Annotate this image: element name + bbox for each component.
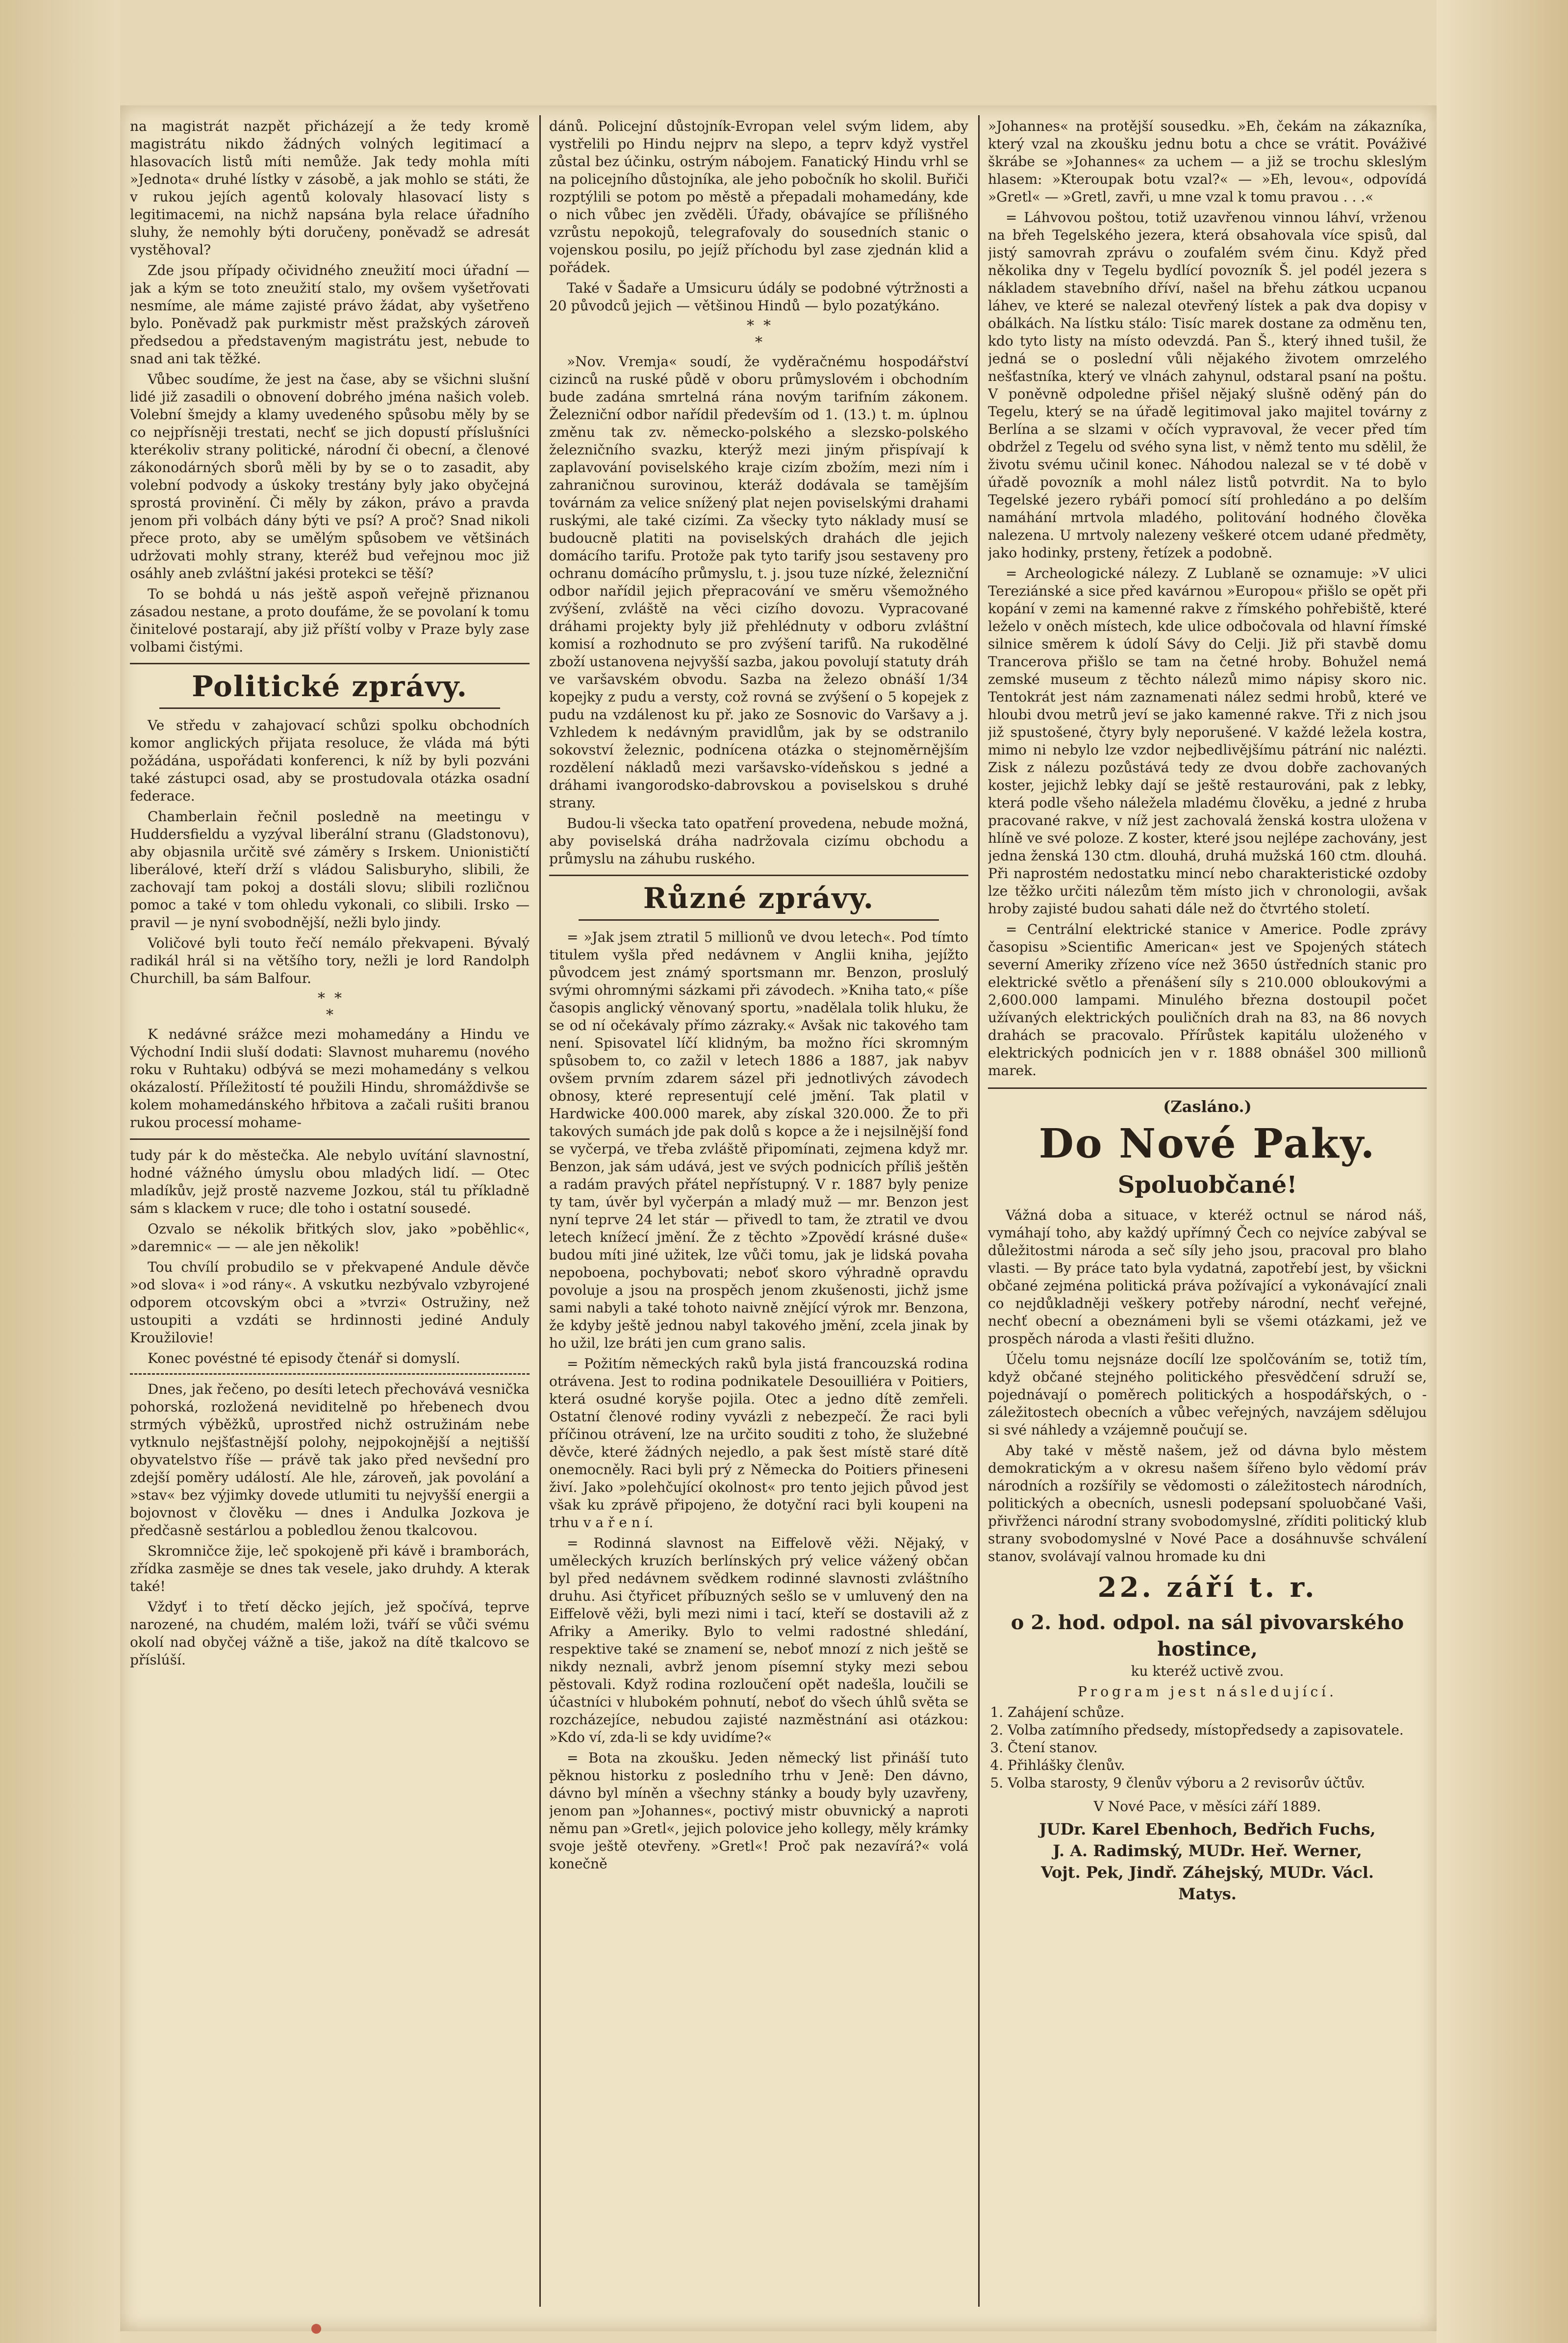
place-date: V Nové Pace, v měsíci září 1889. <box>1093 1798 1321 1814</box>
left-paragraph: na magistrát nazpět přicházejí a že tedy kromě magistrátu nikdo žádných volných legitimací a hlasovacích listů míti nemůže. Jak tedy mohla míti »Jednota« druhé lístky v zásobě, a jak mohlo se státi, že v rukou jejích agentů kolovaly hlasovací listy s legitimacemi, na nichž napsána byla relace úřadního sluhy, že nemohly býti doručeny, poněvadž se adresát vystěhoval? <box>130 118 530 258</box>
heading-underline <box>579 919 939 921</box>
right-paragraph: »Johannes« na protější sousedku. »Eh, čekám na zákazníka, který vzal na zkoušku jednu botu a chce se vrátit. Pováživé škrábe se »Johannes« za uchem — a již se trochu skleslým hlasem: »Kteroupak botu vzal?« — »Eh, levou«, odpovídá »Gretl« — »Gretl, zavři, u mne vzal k tomu pravou . . .« <box>988 118 1427 205</box>
section-divider <box>130 663 530 664</box>
middle-paragraph: »Nov. Vremja« soudí, že vyděračnému hospodářství cizinců na ruské půdě v oboru průmyslovém i obchodním bude zadána smrtelná rána novým tarifním zákonem. Železniční odbor nařídil především od 1. (13.) t. m. úplnou změnu tak zv. německo-polského a slezsko-polského železničního svazku, kterýž mezi jiným přispívají k zaplavování poviselského kraje cizím zbožím, mezi ním i zahraničnou surovinou, kteráž dodávala se tamějším továrnám za velice snížený plat nejen poviselskými drahami ruskými, ale také cizími. Za všecky tyto náklady musí se budoucně platiti na poviselských drahách dle jejich domácího tarifu. Protože pak tyto tarify jsou sestaveny pro ochranu domácího průmyslu, t. j. jsou tuze nízké, železniční odbor nařídil jejich přepracování ve směru všemožného zvýšení, zvláště na věci cizího dovozu. Vypracované dráhami projekty byly již přehlédnuty v odboru zvláštní komisí a rozhodnuto se pro zvýšení tarifů. Na rukodělné zboží ustanovena nejvyšší sazba, jakou povolují statuty dráh ve varšavském obvodu. Sazba na železo obnáší 1/34 kopejky z pudu a versty, což rovná se zvýšení o 5 kopejek z pudu na vzdálenost ku př. jako ze Sosnovic do Varšavy a j. Vzhledem k nedávným pravidlům, jak by se odstranilo sokovství železnic, podnícena otázka o stejnoměrnějším rozdělení nákladů mezi varšavsko-vídeňskou s jedné a dráhami ivangorodsko-dabrovskou a poviselskou s druhé strany. <box>549 353 968 811</box>
middle-paragraph: Budou-li všecka tato opatření provedena, nebude možná, aby poviselská dráha nadržovala cizímu obchodu a průmyslu na záhubu ruského. <box>549 815 968 867</box>
separator-asterisks: * * * <box>746 317 771 351</box>
news-paragraph: K nedávné srážce mezi mohamedány a Hindu ve Východní Indii sluší dodati: Slavnost muharemu (nového roku v Ruhtaku) odbývá se mezi mohamedány s velkou okázalostí. Příležitostí té použili Hindu, shromáždivše se kolem mohamedánského hřbitova a začali rušiti branou rukou processí mohame- <box>130 1026 530 1131</box>
signature-line: JUDr. Karel Ebenhoch, Bedřich Fuchs, <box>1039 1820 1376 1839</box>
news-paragraph: Ve středu v zahajovací schůzi spolku obchodních komor anglických přijata resoluce, že vláda má býti požádána, uspořádati konferenci, k níž by byli pozváni také zástupci osad, aby se prostudovala otázka osadní federace. <box>130 717 530 804</box>
section-divider <box>988 1087 1427 1089</box>
program-item: 1. Zahájení schůze. <box>1008 1704 1427 1721</box>
page-edge-left <box>0 0 120 2343</box>
announcement-paragraph: Aby také v městě našem, jež od dávna bylo městem demokratickým a v okresu našem šířeno bylo vědomí práv národních a rozšířily se vědomosti o záležitostech národních, politických a obecních, usnesli podepsaní spoluobčané Vaši, přivřženci národní strany svobodomyslné, zříditi politický klub strany svobodomyslné v Nové Pace a dosáhnuvše schválení stanov, svolávají valnou hromade ku dni <box>988 1442 1427 1564</box>
announcement-salutation: Spoluobčané! <box>1117 1171 1297 1199</box>
announcement-paragraph: Vážná doba a situace, v kteréž octnul se národ náš, vymáhají toho, aby každý upřímný Čech co nejvíce zabýval se důležitostmi národa a seč síly jeho jsou, pracoval pro blaho vlasti. — By práce tato byla vydatná, zapotřebí jest, by všickni občané zejména politická práva požívající a vykonávající znali co nejdůkladněji veškery potřeby národní, nechť veřejné, nechť obecní a obeznámeni byli se všemi otázkami, jež ve prospěch národa a vlasti řešiti dlužno. <box>988 1207 1427 1347</box>
newspaper-page <box>120 105 1437 2331</box>
submitted-label: (Zasláno.) <box>1163 1097 1252 1116</box>
page-edge-right <box>1437 0 1568 2343</box>
column-rule-left <box>539 115 541 2307</box>
left-paragraph: Vůbec soudíme, že jest na čase, aby se všichni slušní lidé již zasadili o obnovení dobrého jména našich voleb. Volební šmejdy a klamy uvedeného spůsobu měly by se co nejpřísněji trestati, nechť se jich dopustí příslušníci kterékoliv strany politické, národní či obecní, a členové zákonodárných sborů měli by by se o to zasadit, aby volební podvody a úskoky trestány byly jako obyčejná sprostá provinění. Či měly by zákon, právo a pravda jenom při volbách dány býti ve psí? A proč? Snad nikoli přece proto, aby se umělým spůsobem ve většinách udržovati mohly strany, kteréž bud veřejnou moc již osáhly aneb zvláštní jakési protekci se těší? <box>130 371 530 581</box>
meeting-date: 22. září t. r. <box>1097 1571 1317 1604</box>
signature-line: Matys. <box>1178 1885 1237 1903</box>
separator-asterisks: * * * <box>317 990 342 1024</box>
column-rule-right <box>978 115 980 2307</box>
story-paragraph: Dnes, jak řečeno, po desíti letech přechovává vesnička pohorská, rozložená neviditelně po hřebenech dvou strmých výběžků, uprostřed nichž ostružinám nebe vytknulo nejšťastnější polohy, nejpokojnější a nejtišší obyvatelstvo říše — právě tak jako před nevšední pro zdejší poměry událostí. Ale hle, zároveň, jak povolání a »stav« bez výjimky dovede utlumiti tu nejvyšší energii a bojovnost v člověku — dnes i Andulka Jozkova je předčasně sestárlou a pobledlou ženou tkalcovou. <box>130 1381 530 1538</box>
middle-paragraph: dánů. Policejní důstojník-Evropan velel svým lidem, aby vystřelili po Hindu nejprv na slepo, a teprv když vystřel zůstal bez účinku, ostrým nábojem. Fanatický Hindu vrhl se na policejního důstojníka, ale jeho pobočník ho skolil. Buřiči rozptýlili se potom po městě a přepadali mohamedány, kde o nich vůbec jen zvěděli. Úřady, obávajíce se přílišného vzrůstu nepokojů, telegrafovaly do sousedních stanic o vojenskou posilu, po jejíž příchodu byl zase zjednán klid a pořádek. <box>549 118 968 276</box>
news-item: = Archeologické nálezy. Z Lublaně se oznamuje: »V ulici Tereziánské a sice před kavárnou »Europou« přišlo se opět při kopání v zemi na kamenné rakve z římského pohřebiště, které leželo v oněch místech, kde ulice odbočovala od hlavní římské silnice směrem k údolí Sávy do Celji. Již při stavbě domu Trancerova přišlo se tam na četné hroby. Bohužel nemá zemské museum z těchto nálezů mimo nápisy skoro nic. Tentokrát jest nám zaznamenati nález sedmi hrobů, které ve hloubi dvou metrů jeví se jako kamenné rakve. Tři z nich jsou již spustošené, čtyry byly neporušené. V každé ležela kostra, mimo ni nebylo lze vzdor nejbedlivějšímu pátrání nic nalézti. Zisk z nálezu pozůstává tedy ze dvou dobře zachovaných koster, jejichž lebky dají se ještě restaurováni, pak z lebky, která podle všeho náležela mladému člověku, a jedné z hruba pracované rakve, v níž jest zachovalá ženská kostra uložena v hlíně ve své poloze. Z koster, které jsou nejlépe zachovány, jest jedna ženská 130 ctm. dlouhá, druhá mužská 160 ctm. dlouhá. Při naprostém nedostatku mincí nebo charakteristické ozdoby lze těžko určiti nálezům těm místo jich v chronologii, avšak hroby zajisté budou sahati dále než do čtvrtého století. <box>988 565 1427 917</box>
news-paragraph: Voličové byli touto řečí nemálo překvapeni. Bývalý radikál hrál si na většího tory, nežli je lord Randolph Churchill, ba sám Balfour. <box>130 935 530 986</box>
news-item: = Požitím německých raků byla jistá francouzská rodina otrávena. Jest to rodina podnikatele Desouilliéra v Poitiers, která osudné koryše pojila. Otec a jedno dítě zemřeli. Ostatní členové rodiny vyvázli z nebezpečí. Že raci byli příčinou otrávení, lze na určito souditi z toho, že služebné děvče, které žádných nejedlo, a pak šest místě staré dítě onemocněly. Raci byli prý z Německa do Poitiers přineseni živí. Jako »polehčující okolnost« pro tento jejich původ jest však ku zprávě připojeno, že dotyční raci byli koupeni na trhu v a ř e n í. <box>549 1356 968 1531</box>
middle-column <box>549 118 968 2314</box>
right-column <box>988 118 1427 2314</box>
middle-paragraph: Také v Šadaře a Umsicuru údály se podobné výtržnosti a 20 původců jejich — většinou Hindů — bylo pozatýkáno. <box>549 280 968 314</box>
news-item: = Láhvovou poštou, totiž uzavřenou vinnou láhví, vrženou na břeh Tegelského jezera, která obsahovala více spisů, dal jistý samovrah zprávu o zoufalém svém činu. Když před několika dny v Tegelu bydlící povozník Š. jel podél jezera s nákladem stavebního dříví, našel na břehu zátkou ucpanou láhev, ve které se nalezal otevřený lístek a pak dva dopisy v obálkách. Na lístku stálo: Tisíc marek dostane za odměnu ten, kdo tyto listy na místo odevzdá. Pan Š., který ihned tušil, že jedná se o poslední vůli nějakého životem omrzelého nešťastníka, který ve vlnách zahynul, odstaral psaní na poštu. V poněvně odpoledne přišel nějaký slušně oděný pán do Tegelu, který se na úřadě legitimoval jako majitel továrny z Berlína a se slzami v očích vypravoval, že vecer před tím obdržel z Tegelu od svého syna list, v němž tento mu sdělil, že životu svému učinil konec. Náhodou nalezal se v té době v úřadě povozník a mohl nález listů potvrdit. Na to bylo Tegelské jezero rybáři pomocí sítí prohledáno a po delším namáhání mrtvola mladého, politování hodného člověka nalezena. U mrtvoly nalezeny veškeré otcem udané předměty, jako hodinky, prsteny, řetízek a podobně. <box>988 209 1427 561</box>
red-ink-spot <box>311 2324 321 2334</box>
story-paragraph: Konec povéstné té episody čtenář si domyslí. <box>148 1350 460 1366</box>
story-paragraph: Tou chvílí probudilo se v překvapené Andule děvče »od slova« i »od rány«. A vskutku nezbývalo vzbyrojené odporem otcovským obci a »tvrzi« Ostružiny, než ustoupiti a vzdáti se hrdinnosti jediné Anduly Kroužilovie! <box>130 1259 530 1346</box>
program-title: Program jest následující. <box>1077 1684 1338 1700</box>
program-item: 3. Čtení stanov. <box>1008 1739 1427 1757</box>
story-paragraph: Skromničce žije, leč spokojeně při kávě i bramborách, zřídka zasměje se dnes tak vesele, jako druhdy. A kterak také! <box>130 1543 530 1594</box>
news-item: = Rodinná slavnost na Eiffelově věži. Nějaký, v uměleckých kruzích berlínských prý velice vážený občan byl před nedávnem svědkem rodinné slavnosti zvláštního druhu. Asi čtyřicet příbuzných sešlo se v umluvený den na Eiffelově věži, byli mezi nimi i tací, kteří se dostavili až z Afriky a Ameriky. Bylo to velmi radostné shledání, respektive také se znamení se, neboť mnozí z nich ještě se nikdy neznali, avbrž jenom písemní styky mezi sebou pěstovali. Když rodina rozloučení opět nadešla, loučili se účastníci v hlubokém pohnutí, neboť do všech úhlů světa se rozcházejíce, nebudou zajisté nazměstnání asi otázkou: »Kdo ví, zda-li se kdy uvidíme?« <box>549 1535 968 1745</box>
meeting-invitation: ku kteréž uctivě zvou. <box>1131 1663 1284 1679</box>
news-item: = »Jak jsem ztratil 5 millionů ve dvou letech«. Pod tímto titulem vyšla před nedávnem v Anglii kniha, jejížto původcem jest známý sportsmann mr. Benzon, proslulý svými ohromnými sázkami při závodech. »Kniha tato,« píše časopis anglický věnovaný sportu, »nadělala tolik hluku, že se od ní očekávaly přímo zázraky.« Avšak nic takového tam není. Spisovatel líčí klidným, ba možno říci skromným spůsobem to, co zažil v letech 1886 a 1887, jak nabyv ovšem prvním zdarem sázel při jednotlivých závodech obnosy, které representují celé jmění. Tak platil v Hardwicke 400.000 marek, aby získal 320.000. Že to při takových sumách jde pak dolů s kopce a že i nejsilnější fond se vyčerpá, ve třeba zvláště připomínati, zejmena když mr. Benzon, jak sám udává, jest ve svých podnicích příliš ještěn a radám pravých přátel nepřístupný. V r. 1887 byly penize ty tam, úvěr byl vyčerpán a mladý muž — mr. Benzon jest nyní teprve 24 let stár — přivedl to tam, že ztratil ve dvou letech knížecí jmění. Že z těchto »Zpovědí krásné duše« budou míti jiné užitek, lze vůči tomu, jak je lidská povaha nepoboena, pochybovati; neboť skoro výhradně opravdu povoluje a jsou na prospěch jenom zkušenosti, jichž jsme sami nabyli a také tohoto naivně znějící výrok mr. Benzona, že kdyby ještě jednou nabyl takového jmění, zcela jinak by ho užil, lze bráti jen cum grano salis. <box>549 929 968 1351</box>
left-paragraph: Zde jsou případy očividného zneužití moci úřadní — jak a kým se toto zneužití stalo, my ovšem vyšetřovati nesmíme, ale máme zajisté právo žádat, aby vyšetřeno bylo. Poněvadž pak purkmistr měst pražských zároveň předsedou a představeným magistrátu jest, nebude to snad ani tak těžké. <box>130 262 530 367</box>
program-list <box>988 1704 1427 1792</box>
meeting-venue: o 2. hod. odpol. na sál pivovarského hostince, <box>1011 1611 1404 1661</box>
heading-underline <box>159 707 500 709</box>
section-heading-various: Různé zprávy. <box>643 882 875 915</box>
signature-line: Vojt. Pek, Jindř. Záhejský, MUDr. Václ. <box>1040 1863 1374 1882</box>
news-item: = Centrální elektrické stanice v Americe. Podle zprávy časopisu »Scientific American« jest ve Spojených státech severní Ameriky zřízeno více než 3650 ústředních stanic pro elektrické světlo a přenášení síly s 210.000 obloukovými a 2,600.000 lampami. Minulého března dostoupil počet užívaných elektrických pouličních drah na 83, na 86 novych drahách se pracovalo. Přírůstek kapitálu uloženého v elektrických podnicích jen v r. 1888 obnášel 300 millionů marek. <box>988 921 1427 1079</box>
program-item: 5. Volba starosty, 9 členův výboru a 2 revisorův účtův. <box>1008 1774 1427 1792</box>
program-item: 4. Přihlášky členův. <box>1008 1757 1427 1774</box>
left-column <box>130 118 530 2314</box>
announcement-title: Do Nové Paky. <box>1038 1120 1376 1167</box>
section-heading-political: Politické zprávy. <box>192 670 468 703</box>
announcement-paragraph: Účelu tomu nejsnáze docílí lze spolčováním se, totiž tím, když občané stejného politického přesvědčení sdruží se, pojednávají o poměrech politických a hospodářských, o -záležitostech obecních a vůbec veřejných, navzájem sdělujou si své náhledy a vzájemně poučují se. <box>988 1351 1427 1438</box>
news-item: = Bota na zkoušku. Jeden německý list přináší tuto pěknou historku z posledního trhu v Jeně: Den dávno, dávno byl míněn a všechny stánky a boudy byly uzavřeny, jenom pan »Johannes«, poctivý mistr obuvnický a naproti němu pan »Gretl«, jejich polovice jeho kollegy, měly krámky svoje ještě otevřeny. »Gretl«! Proč pak nezavírá?« volá konečně <box>549 1750 968 1872</box>
section-divider <box>130 1138 530 1140</box>
signature-line: J. A. Radimský, MUDr. Heř. Werner, <box>1053 1841 1362 1860</box>
news-paragraph: Chamberlain řečnil posledně na meetingu v Huddersfieldu a vyzýval liberální stranu (Gladstonovu), aby objasnila určitě své záměry s Irskem. Unionističtí liberálové, kteří drží s vládou Salisburyho, slibili, že zachovají tam pokoj a dostáli slovu; slibili rozličnou pomoc a také v tom ohledu vykonali, co slibili. Irsko — pravil — je nyní svobodnější, nežli bylo jindy. <box>130 808 530 931</box>
dashed-separator <box>130 1373 530 1375</box>
story-paragraph: tudy pár k do městečka. Ale nebylo uvítání slavnostní, hodné vážného úmyslu obou mladých lidí. — Otec mladíkův, jejž prostě nazveme Jozkou, stál tu příkladně sám s klackem v ruce; dle toho i ostatní sousedé. <box>130 1147 530 1216</box>
story-paragraph: Ozvalo se nékolik břitkých slov, jako »poběhlic«, »daremnic« — — ale jen několik! <box>130 1221 530 1255</box>
section-divider <box>549 875 968 876</box>
story-paragraph: Vždyť i to třetí děcko jejích, jež spočívá, teprve narozené, na chudém, malém loži, tváří se vůči svému okolí nad obyčej vážně a tiše, jakož na dítě tkalcovo se příslúší. <box>130 1599 530 1668</box>
program-item: 2. Volba zatímního předsedy, místopředsedy a zapisovatele. <box>1008 1721 1427 1739</box>
left-paragraph: To se bohdá u nás ještě aspoň veřejně přiznanou zásadou nestane, a proto doufáme, že se povolaní k tomu činitelové postarají, aby již příští volby v Praze byly zase volbami čistými. <box>130 586 530 655</box>
